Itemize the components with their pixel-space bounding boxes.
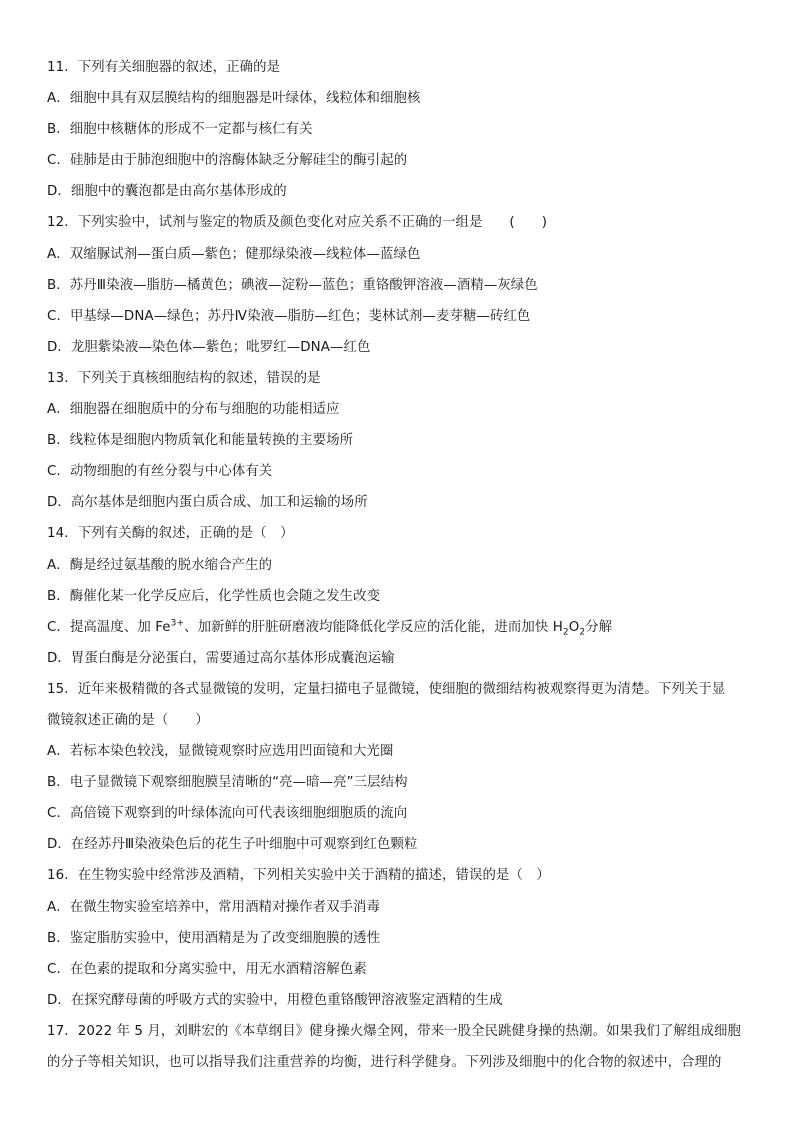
question-15-stem-line2: 微镜叙述正确的是（ ）	[47, 712, 209, 728]
question-12-option-d: D．龙胆紫染液—染色体—紫色；吡罗红—DNA—红色	[47, 339, 371, 355]
question-13-option-b: B．线粒体是细胞内物质氧化和能量转换的主要场所	[47, 433, 354, 449]
question-11-option-d: D．细胞中的囊泡都是由高尔基体形成的	[47, 184, 287, 200]
question-14-option-a: A．酶是经过氨基酸的脱水缩合产生的	[47, 557, 273, 573]
question-16-stem: 16．在生物实验中经常涉及酒精，下列相关实验中关于酒精的描述，错误的是（ ）	[47, 868, 550, 884]
question-12-option-b: B．苏丹Ⅲ染液—脂肪—橘黄色；碘液—淀粉—蓝色；重铬酸钾溶液—酒精—灰绿色	[47, 277, 538, 293]
question-15-stem-line1: 15．近年来极精微的各式显微镜的发明，定量扫描电子显微镜，使细胞的微细结构被观察得更为清楚。下列关于显	[47, 681, 726, 697]
option-c-suffix: 分解	[585, 619, 613, 635]
question-15-option-d: D．在经苏丹Ⅲ染液染色后的花生子叶细胞中可观察到红色颗粒	[47, 837, 418, 853]
option-c-oxygen: O	[568, 619, 580, 635]
question-15-option-a: A．若标本染色较浅，显微镜观察时应选用凹面镜和大光圈	[47, 744, 394, 760]
question-11-option-b: B．细胞中核糖体的形成不一定都与核仁有关	[47, 122, 313, 138]
question-11-stem: 11．下列有关细胞器的叙述，正确的是	[47, 60, 281, 75]
question-11-option-c: C．硅肺是由于肺泡细胞中的溶酶体缺乏分解硅尘的酶引起的	[47, 153, 408, 169]
question-14-option-b: B．酶催化某一化学反应后，化学性质也会随之发生改变	[47, 588, 381, 604]
question-12-option-a: A．双缩脲试剂—蛋白质—紫色；健那绿染液—线粒体—蓝绿色	[47, 246, 421, 262]
question-13-option-d: D．高尔基体是细胞内蛋白质合成、加工和运输的场所	[47, 495, 368, 511]
question-14-option-d: D．胃蛋白酶是分泌蛋白，需要通过高尔基体形成囊泡运输	[47, 650, 395, 666]
option-c-prefix: C．提高温度、加 Fe	[47, 619, 171, 635]
o-subscript: 2	[579, 627, 586, 638]
question-16-option-d: D．在探究酵母菌的呼吸方式的实验中，用橙色重铬酸钾溶液鉴定酒精的生成	[47, 992, 503, 1008]
question-16-option-a: A．在微生物实验室培养中，常用酒精对操作者双手消毒	[47, 899, 381, 915]
question-13-option-a: A．细胞器在细胞质中的分布与细胞的功能相适应	[47, 402, 340, 418]
question-11-option-a: A．细胞中具有双层膜结构的细胞器是叶绿体，线粒体和细胞核	[47, 91, 421, 107]
question-17-stem-line1: 17．2022 年 5 月，刘畊宏的《本草纲目》健身操火爆全网，带来一股全民跳健身操的热潮。如果我们了解组成细胞	[47, 1023, 741, 1039]
question-14-stem: 14．下列有关酶的叙述，正确的是（ ）	[47, 526, 294, 542]
question-13-stem: 13．下列关于真核细胞结构的叙述，错误的是	[47, 370, 321, 386]
h-subscript: 2	[562, 627, 569, 638]
question-13-option-c: C．动物细胞的有丝分裂与中心体有关	[47, 464, 273, 480]
question-12-stem: 12．下列实验中，试剂与鉴定的物质及颜色变化对应关系不正确的一组是 ( )	[47, 215, 548, 231]
option-c-middle: 、加新鲜的肝脏研磨液均能降低化学反应的活化能，进而加快 H	[184, 619, 563, 635]
question-17-stem-line2: 的分子等相关知识，也可以指导我们注重营养的均衡，进行科学健身。下列涉及细胞中的化合物的叙述中，合理的	[47, 1055, 722, 1070]
question-list	[47, 52, 759, 1078]
fe-charge-superscript: 3+	[170, 618, 185, 629]
question-15-option-c: C．高倍镜下观察到的叶绿体流向可代表该细胞细胞质的流向	[47, 806, 408, 822]
question-12-option-c: C．甲基绿—DNA—绿色；苏丹Ⅳ染液—脂肪—红色；斐林试剂—麦芽糖—砖红色	[47, 308, 531, 324]
question-16-option-c: C．在色素的提取和分离实验中，用无水酒精溶解色素	[47, 961, 367, 977]
question-14-option-c	[47, 612, 759, 643]
question-16-option-b: B．鉴定脂肪实验中，使用酒精是为了改变细胞膜的透性	[47, 930, 381, 946]
question-15-option-b: B．电子显微镜下观察细胞膜呈清晰的“亮—暗—亮”三层结构	[47, 775, 408, 791]
